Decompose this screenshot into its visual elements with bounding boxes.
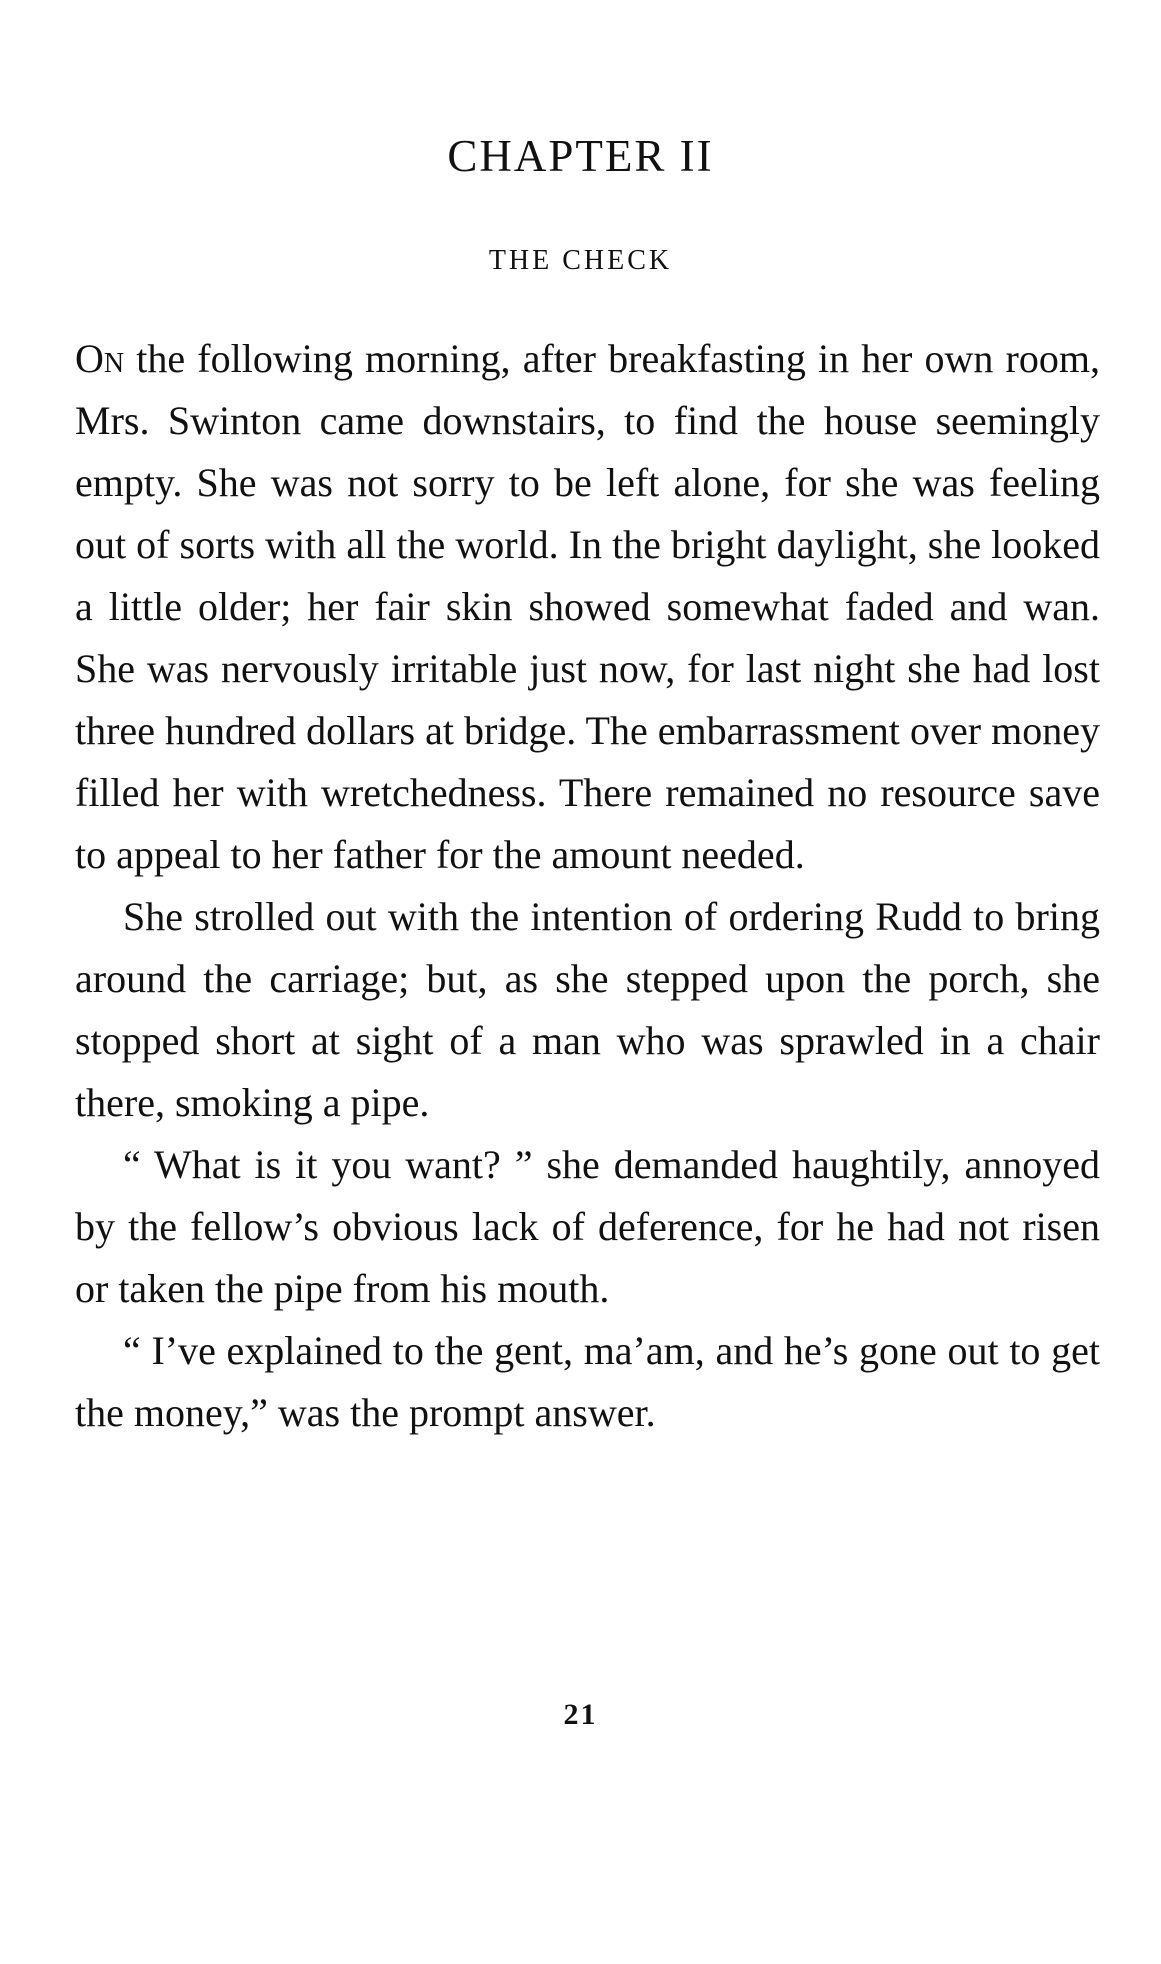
- chapter-heading: CHAPTER II: [447, 131, 714, 181]
- paragraph-1: [75, 328, 1100, 886]
- paragraph-opening-word: On: [75, 336, 125, 381]
- chapter-subtitle: THE CHECK: [488, 245, 673, 276]
- paragraph-2: She strolled out with the intention of ordering Rudd to bring around the carriage; but, as she stepped upon the porch, she stopped short at sight of a man who was sprawled in a chair there, smoking a pipe.: [75, 894, 1100, 1125]
- body-text: [75, 328, 1100, 1444]
- paragraph-3: “ What is it you want? ” she demanded haughtily, annoyed by the fellow’s obvious lack of deference, for he had not risen or taken the pipe from his mouth.: [75, 1142, 1100, 1311]
- paragraph-1-text: the following morning, after breakfasting in her own room, Mrs. Swinton came downstairs, to find the house seemingly empty. She was not sorry to be left alone, for she was feeling out of sorts with all the world. In the bright daylight, she looked a little older; her fair skin showed somewhat faded and wan. She was nervously irritable just now, for last night she had lost three hundred dollars at bridge. The embarrassment over money filled her with wretchedness. There remained no resource save to appeal to her father for the amount needed.: [75, 336, 1100, 877]
- paragraph-4: “ I’ve explained to the gent, ma’am, and he’s gone out to get the money,” was the prompt answer.: [75, 1328, 1100, 1435]
- page-number: 21: [563, 1698, 598, 1731]
